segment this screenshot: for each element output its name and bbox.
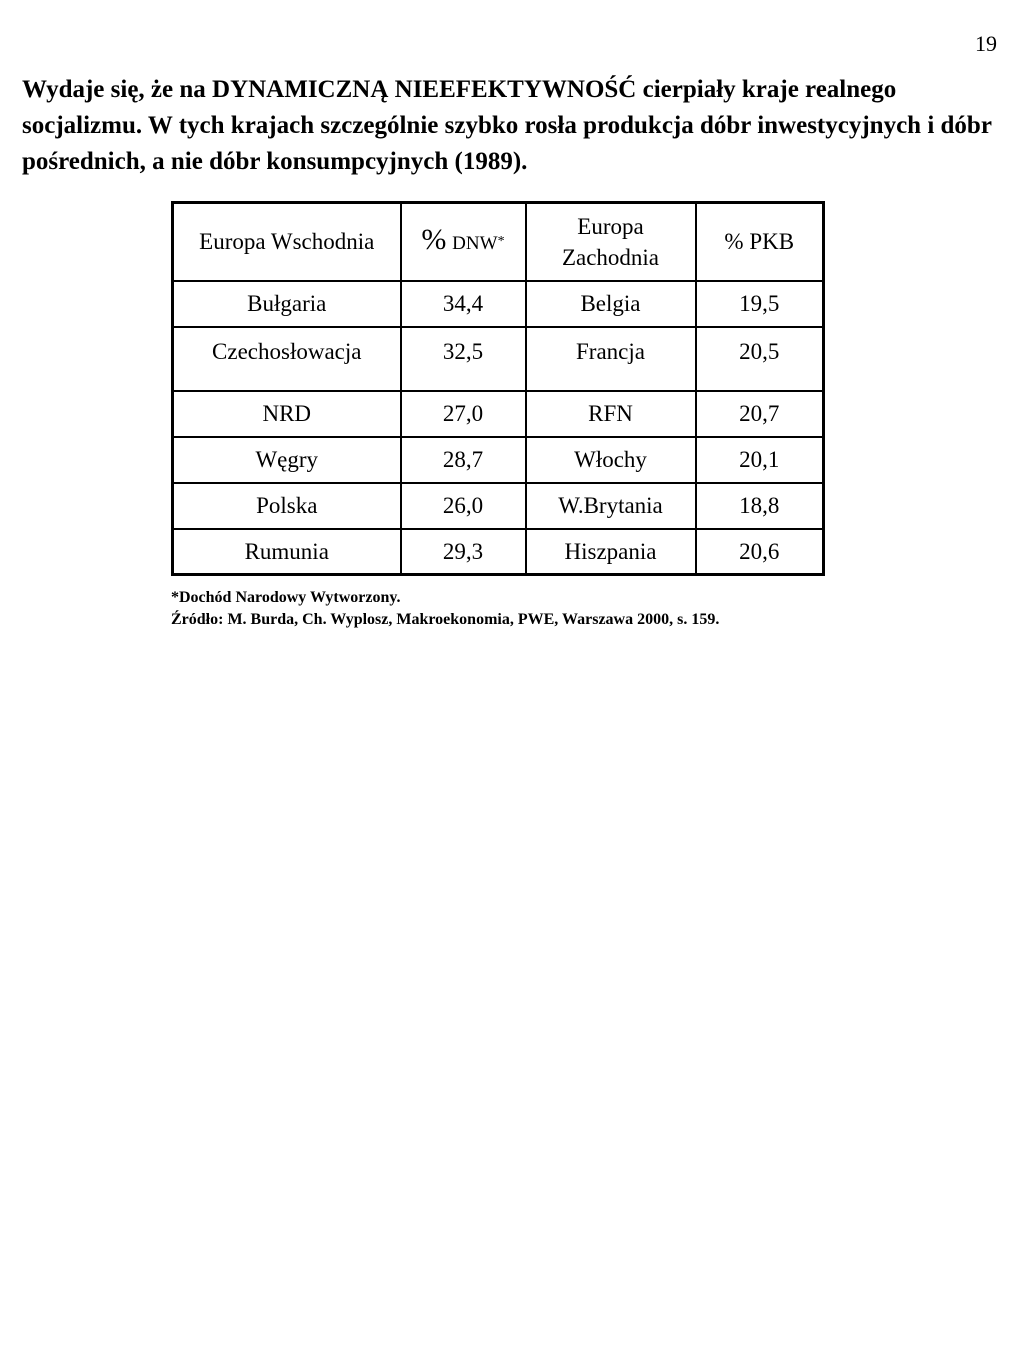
table-row	[173, 391, 824, 437]
east-value: 28,7	[401, 437, 526, 483]
west-value: 20,5	[696, 327, 824, 391]
page-number: 19	[975, 31, 997, 56]
table-row	[173, 437, 824, 483]
east-value: 34,4	[401, 281, 526, 327]
east-value: 26,0	[401, 483, 526, 529]
west-value: 19,5	[696, 281, 824, 327]
west-country: Belgia	[526, 281, 696, 327]
west-country: W.Brytania	[526, 483, 696, 529]
west-country: Hiszpania	[526, 529, 696, 575]
east-country: NRD	[173, 391, 401, 437]
west-country: Włochy	[526, 437, 696, 483]
header-pct-pkb: % PKB	[696, 203, 824, 281]
east-country: Bułgaria	[173, 281, 401, 327]
west-country: Francja	[526, 327, 696, 391]
header-pct-symbol: %	[421, 223, 447, 257]
header-eastern-europe: Europa Wschodnia	[173, 203, 401, 281]
east-country: Czechosłowacja	[173, 327, 401, 391]
footnote-dnw: *Dochód Narodowy Wytworzony.	[171, 589, 401, 606]
comparison-table	[171, 201, 825, 576]
west-value: 20,7	[696, 391, 824, 437]
east-value: 32,5	[401, 327, 526, 391]
header-dnw-star: *	[497, 234, 505, 250]
intro-paragraph: Wydaje się, że na DYNAMICZNĄ NIEEFEKTYWNOŚĆ cierpiały kraje realnego socjalizmu. W tych krajach szczególnie szybko rosła produkcja dóbr inwestycyjnych i dóbr pośrednich, a nie dóbr konsumpcyjnych (1989).	[22, 76, 992, 175]
west-value: 18,8	[696, 483, 824, 529]
table-row	[173, 483, 824, 529]
east-country: Polska	[173, 483, 401, 529]
east-country: Węgry	[173, 437, 401, 483]
table-row	[173, 281, 824, 327]
east-country: Rumunia	[173, 529, 401, 575]
header-western-europe: Europa Zachodnia	[526, 203, 696, 281]
footnotes	[171, 587, 971, 631]
west-country: RFN	[526, 391, 696, 437]
table-row	[173, 327, 824, 391]
table-header-row	[173, 203, 824, 281]
header-pct-dnw	[401, 203, 526, 281]
source-citation: Źródło: M. Burda, Ch. Wyplosz, Makroekonomia, PWE, Warszawa 2000, s. 159.	[171, 611, 720, 628]
west-value: 20,1	[696, 437, 824, 483]
east-value: 27,0	[401, 391, 526, 437]
west-value: 20,6	[696, 529, 824, 575]
table-row	[173, 529, 824, 575]
header-dnw-label: DNW	[452, 233, 498, 255]
east-value: 29,3	[401, 529, 526, 575]
